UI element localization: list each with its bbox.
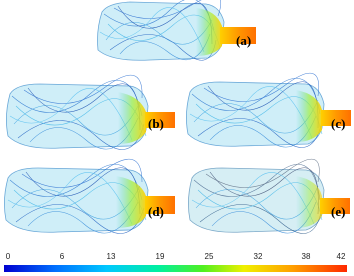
colorbar-tick-19: 19: [155, 252, 165, 261]
panel-b: [6, 75, 175, 149]
colorbar-tick-13: 13: [106, 252, 116, 261]
colorbar-tick-32: 32: [253, 252, 263, 261]
panel-d-label: (d): [148, 204, 164, 219]
colorbar-tick-25: 25: [204, 252, 214, 261]
panel-a-label: (a): [236, 33, 252, 48]
colorbar: [4, 265, 347, 272]
panel-e-label: (e): [331, 204, 346, 219]
colorbar-tick-0: 0: [5, 252, 11, 261]
colorbar-tick-6: 6: [59, 252, 65, 261]
colorbar-tick-42: 42: [336, 252, 346, 261]
colorbar-tick-38: 38: [301, 252, 311, 261]
panel-d: [4, 159, 175, 233]
panel-c-label: (c): [331, 116, 346, 131]
panel-c: [186, 73, 351, 147]
panel-a: [98, 0, 257, 60]
panel-b-label: (b): [148, 116, 164, 131]
panel-e: [188, 159, 350, 233]
